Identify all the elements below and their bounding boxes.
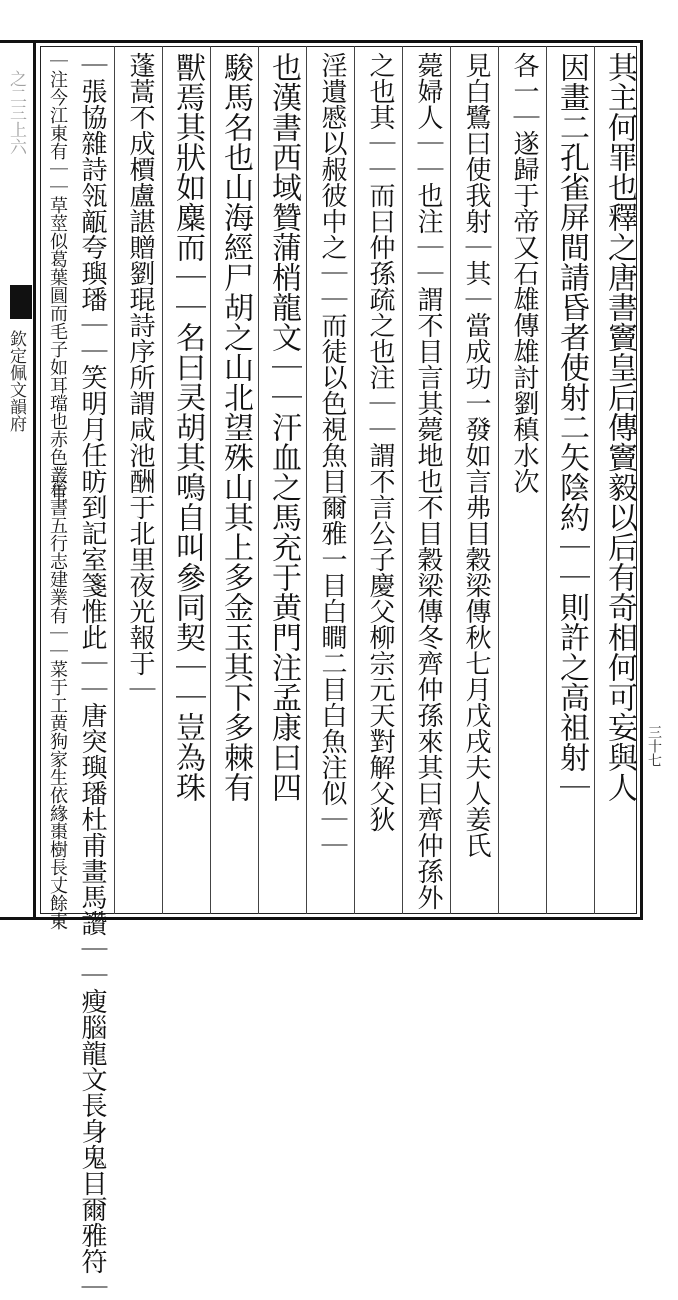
text-column-3-a: 各一｜遂歸于帝又石雄傳雄討劉稹水次 xyxy=(509,52,539,494)
text-column-4 xyxy=(450,52,498,908)
text-column-4-b: 戊戌夫人姜氏 xyxy=(461,702,491,858)
page-fold-margin xyxy=(0,40,33,920)
text-column-5 xyxy=(402,52,450,908)
text-column-5-a: 薨婦人｜｜也注｜｜ xyxy=(413,52,443,286)
text-column-8: 也漢書西域贊蒲梢龍文｜｜汗血之馬充于黄門注孟康曰四 xyxy=(266,52,301,802)
text-column-6-b: ｜謂不言公子慶父柳宗元天對解父狄 xyxy=(365,416,395,832)
text-column-11 xyxy=(114,52,162,908)
text-column-6 xyxy=(354,52,402,908)
text-column-9: 駿馬名也山海經尸胡之山北望殊山其上多金玉其下多棘有 xyxy=(218,52,253,802)
page-number: 三十七 xyxy=(646,725,662,767)
text-column-11-a: 蓬蒿不成檟盧諶贈劉琨詩序所謂咸池酬于北里夜光報于｜ xyxy=(125,52,155,702)
text-column-10: 獸焉其狀如麋而｜｜名曰㚑胡其鳴自叫參同契｜｜豈為珠 xyxy=(170,52,205,802)
text-column-12-b: 惟此｜｜唐突璵璠杜甫畫馬讚｜｜瘦腦龍文長身鬼目爾雅 xyxy=(77,598,107,1248)
text-column-14-a: 晉書五行志建業有｜｜菜于工黄狗家生依緣棗樹長丈餘東 xyxy=(47,480,68,930)
text-column-1: 其主何罪也釋之唐書竇皇后傳竇毅以后有奇相何可妄與人 xyxy=(602,52,637,802)
text-column-3 xyxy=(498,52,546,908)
fish-tail-mark xyxy=(10,285,32,319)
text-column-12 xyxy=(66,52,114,1300)
fold-bottom-rule xyxy=(0,917,33,920)
fold-top-rule xyxy=(0,40,33,43)
bleed-through-text: 之二三上六 xyxy=(6,70,26,155)
book-title-margin: 欽定佩文韻府 xyxy=(6,330,26,432)
text-column-5-b: 謂不目言其薨地也不目穀梁傳冬齊仲孫來其曰齊仲孫外 xyxy=(413,286,443,910)
text-column-7 xyxy=(306,52,354,908)
text-column-4-a: 見白鷺曰使我射｜其｜當成功一發如言弗目穀梁傳秋七月 xyxy=(461,52,491,702)
text-column-2: 因畫二孔雀屏間請昏者使射二矢陰約｜｜則許之高祖射｜ xyxy=(554,52,589,802)
text-column-7-a: 淫遺慼以赧彼中之｜｜而徒以色視魚目爾雅一目白瞷二 xyxy=(317,52,347,676)
text-column-12-a: ｜張協雜詩瓴甋夸璵璠｜｜笑明月任昉到記室箋 xyxy=(77,52,107,598)
text-column-7-b: 目白魚注似｜｜ xyxy=(317,676,347,858)
text-column-6-a: 之也其｜｜而曰仲孫疏之也注｜ xyxy=(365,52,395,416)
text-column-13-a: ｜注今江東有｜｜草莖似葛葉圓而毛子如耳璫也赤色叢生 xyxy=(47,52,68,502)
text-column-12-c: 符｜ xyxy=(77,1248,107,1300)
text-column-14 xyxy=(44,480,68,930)
